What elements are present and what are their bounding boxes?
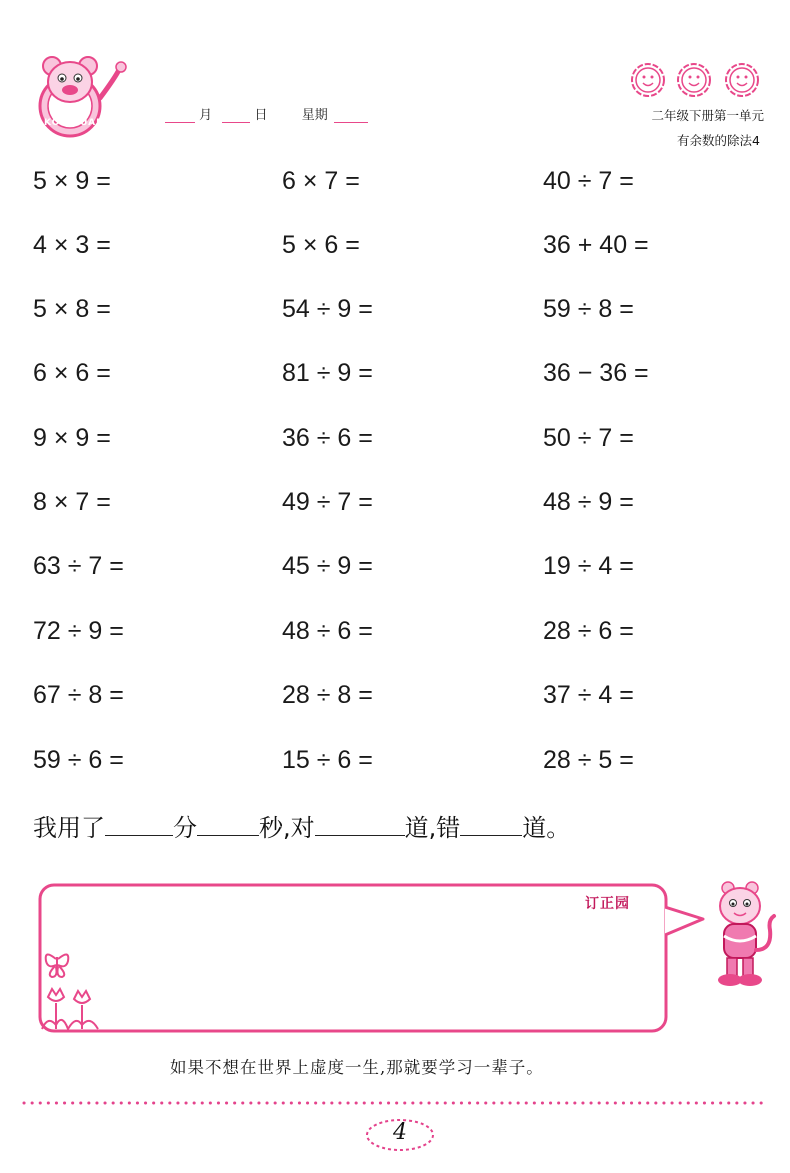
tally-line — [33, 808, 570, 843]
minutes-blank[interactable] — [105, 813, 173, 836]
problem: 81 ÷ 9 = — [282, 359, 373, 387]
problem: 5 × 9 = — [33, 167, 111, 195]
correct-count-blank[interactable] — [315, 813, 405, 836]
weekday-blank[interactable] — [334, 108, 368, 123]
weekday-label: 星期 — [301, 108, 328, 123]
correction-box[interactable] — [38, 883, 668, 1033]
tally-wrong-label: 道。 — [522, 814, 571, 842]
problem: 48 ÷ 6 = — [282, 617, 373, 645]
problem: 37 ÷ 4 = — [543, 681, 634, 709]
day-blank[interactable] — [222, 108, 250, 123]
problem: 59 ÷ 8 = — [543, 295, 634, 323]
problem: 6 × 7 = — [282, 167, 360, 195]
problem: 6 × 6 = — [33, 359, 111, 387]
problem: 5 × 6 = — [282, 231, 360, 259]
motivational-quote: 如果不想在世界上虚度一生,那就要学习一辈子。 — [170, 1058, 544, 1077]
problem: 50 ÷ 7 = — [543, 424, 634, 452]
month-blank[interactable] — [165, 108, 195, 123]
page-number: 4 — [393, 1120, 407, 1145]
tally-minutes-label: 分 — [173, 814, 197, 842]
wrong-count-blank[interactable] — [460, 813, 522, 836]
problem: 8 × 7 = — [33, 488, 111, 516]
problem: 48 ÷ 9 = — [543, 488, 634, 516]
date-line — [165, 104, 368, 123]
problem: 5 × 8 = — [33, 295, 111, 323]
problem: 59 ÷ 6 = — [33, 746, 124, 774]
problem: 36 ÷ 6 = — [282, 424, 373, 452]
logo-text: KOU SUAN — [44, 118, 105, 128]
day-label: 日 — [254, 108, 268, 123]
problem: 15 ÷ 6 = — [282, 746, 373, 774]
tally-seconds-label: 秒,对 — [259, 814, 315, 842]
problem: 36 − 36 = — [543, 359, 649, 387]
problem: 40 ÷ 7 = — [543, 167, 634, 195]
problem: 9 × 9 = — [33, 424, 111, 452]
smiley-flower-icon — [726, 64, 758, 96]
unit-title: 二年级下册第一单元 — [651, 108, 764, 123]
month-label: 月 — [199, 108, 213, 123]
tally-used-label: 我用了 — [33, 814, 105, 842]
problem: 4 × 3 = — [33, 231, 111, 259]
topic-title: 有余数的除法4 — [677, 133, 760, 148]
smiley-flowers — [628, 62, 768, 98]
problem: 67 ÷ 8 = — [33, 681, 124, 709]
problem: 28 ÷ 8 = — [282, 681, 373, 709]
problem: 72 ÷ 9 = — [33, 617, 124, 645]
tally-correct-label: 道,错 — [404, 814, 461, 842]
tiger-mascot-icon — [700, 880, 780, 990]
smiley-flower-icon — [678, 64, 710, 96]
problem: 28 ÷ 5 = — [543, 746, 634, 774]
problem: 45 ÷ 9 = — [282, 552, 373, 580]
problem: 54 ÷ 9 = — [282, 295, 373, 323]
seconds-blank[interactable] — [197, 813, 259, 836]
problem: 49 ÷ 7 = — [282, 488, 373, 516]
correction-title: 订正园 — [585, 893, 630, 913]
problem: 63 ÷ 7 = — [33, 552, 124, 580]
problem: 19 ÷ 4 = — [543, 552, 634, 580]
butterfly-tulip-icon — [38, 945, 108, 1035]
dotted-divider — [22, 1090, 770, 1094]
speech-pointer — [665, 905, 705, 945]
tiger-logo-icon — [30, 48, 130, 143]
problem: 28 ÷ 6 = — [543, 617, 634, 645]
smiley-flower-icon — [632, 64, 664, 96]
problem: 36 + 40 = — [543, 231, 649, 259]
